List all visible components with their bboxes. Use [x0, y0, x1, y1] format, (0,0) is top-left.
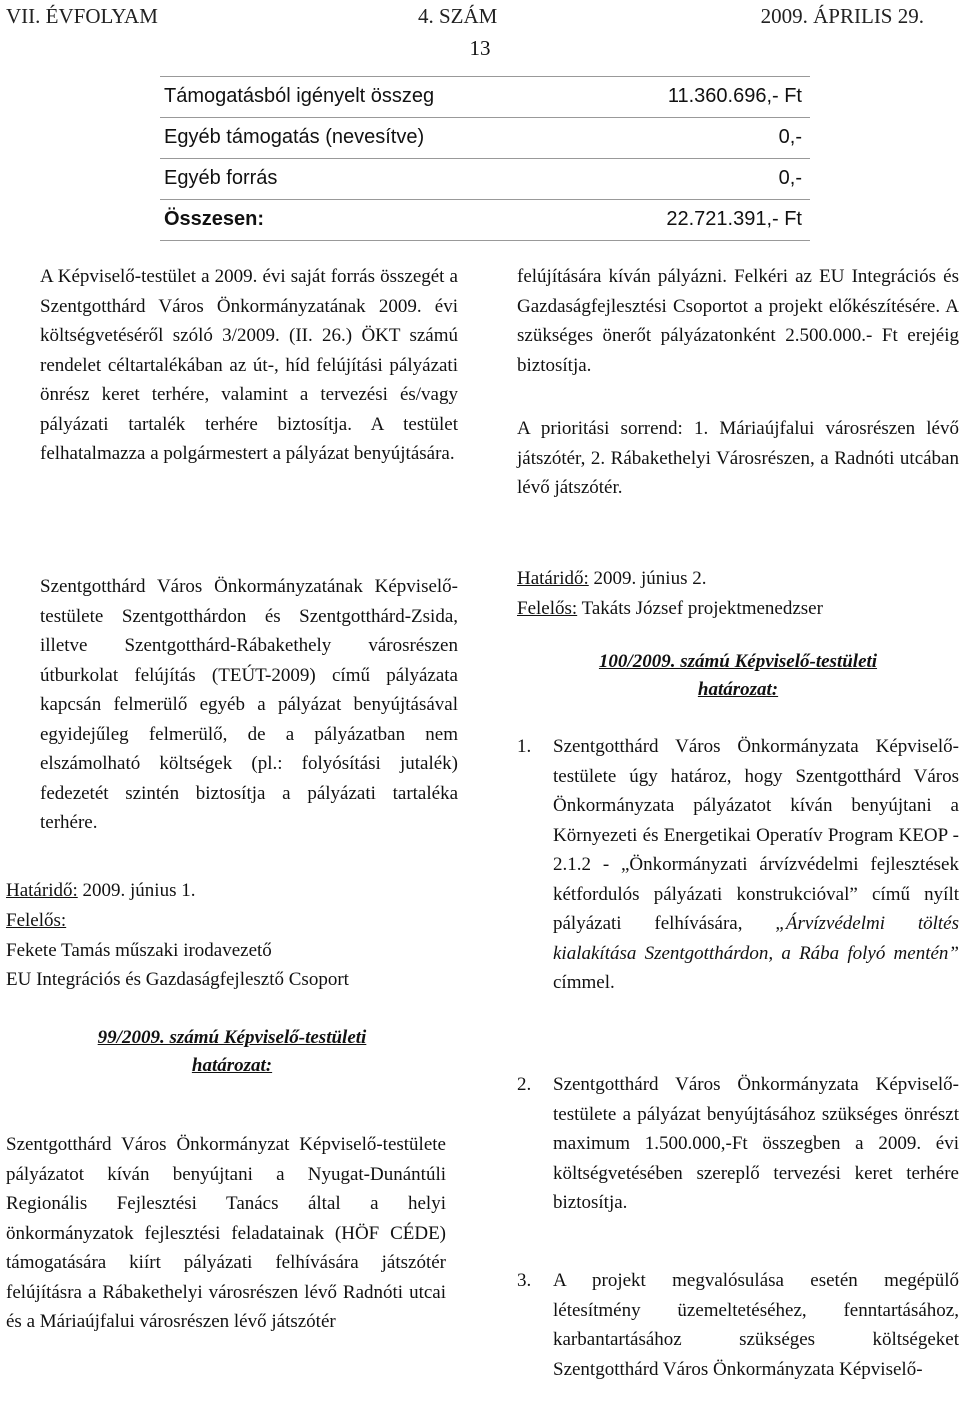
budget-total-value: 22.721.391,- Ft — [666, 208, 802, 230]
right-paragraph-1 — [517, 262, 959, 380]
paragraph-text: felújítására kíván pályázni. Felkéri az EU Integrációs és Gazdaságfejlesztési Csoportot a projekt előkészítésére. A szükséges önerőt pályázatonként 2.500.000.- Ft erejéig biztosítja. — [517, 266, 959, 376]
budget-total-label: Összesen: — [164, 208, 265, 230]
volume-label: VII. ÉVFOLYAM — [6, 4, 158, 28]
resolution-100-item-3 — [517, 1266, 959, 1384]
left-paragraph-3 — [6, 1130, 446, 1337]
paragraph-text: Szentgotthárd Város Önkormányzatának Képviselő-testülete Szentgotthárdon és Szentgotthárd-Zsida, illetve Szentgotthárd-Rábakethely városrészen útburkolat felújítás (TEÚT-2009) című pályázata kapcsán felmerülő egyéb a pályázat benyújtásával egyidejűleg felmerülő, de a pályázatban nem elszámolható költségek (pl.: folyósítási jutalék) fedezetét szintén biztosítja a pályázati tartaléka terhére. — [40, 576, 458, 833]
left-deadline — [6, 876, 458, 906]
list-item-number: 1. — [517, 736, 532, 757]
resolution-title-line: 99/2009. számú Képviselő-testületi — [97, 1027, 367, 1048]
resolution-100-title — [517, 648, 959, 704]
right-paragraph-2 — [517, 414, 959, 503]
responsible-line: Fekete Tamás műszaki irodavezető — [6, 939, 272, 961]
deadline-value: 2009. június 1. — [77, 880, 196, 901]
resolution-100-item-2 — [517, 1070, 959, 1218]
responsible-value: Takáts József projektmenedzser — [577, 597, 823, 619]
budget-row-label: Egyéb forrás — [164, 167, 278, 189]
left-paragraph-2 — [40, 572, 458, 838]
resolution-title-line: 100/2009. számú Képviselő-testületi — [598, 651, 878, 672]
budget-row-label: Támogatásból igényelt összeg — [164, 85, 435, 107]
list-item — [517, 1070, 959, 1218]
budget-row — [160, 158, 810, 199]
paragraph-text: A prioritási sorrend: 1. Máriaújfalui városrészen lévő játszótér, 2. Rábakethelyi Városrészen, a Radnóti utcában lévő játszótér. — [517, 418, 959, 498]
budget-row — [160, 76, 810, 117]
date-label: 2009. ÁPRILIS 29. — [760, 4, 924, 28]
page-header — [0, 4, 960, 28]
responsible-line: EU Integrációs és Gazdaságfejlesztő Csoport — [6, 969, 349, 990]
paragraph-text: Szentgotthárd Város Önkormányzat Képviselő-testülete pályázatot kíván benyújtani a Nyugat-Dunántúli Regionális Fejlesztési Tanács által a helyi önkormányzatok fejlesztési feladatainak (HÖF CÉDE) támogatására kiírt pályázati felhívására játszótér felújításra a Rábakethelyi városrészen lévő Radnóti utcai és a Máriaújfalui városrészen lévő játszótér — [6, 1134, 446, 1332]
budget-row — [160, 117, 810, 158]
budget-row-value: 0,- — [778, 167, 802, 189]
resolution-title-line: határozat: — [191, 1055, 273, 1076]
list-item — [517, 1266, 959, 1384]
budget-row-value: 0,- — [778, 126, 802, 148]
list-item-text: Szentgotthárd Város Önkormányzata Képviselő-testülete a pályázat benyújtásához szükséges önrészt maximum 1.500.000,-Ft összegben a 2009. évi költségvetésében szereplő tervezési keret terhére biztosítja. — [553, 1074, 959, 1213]
left-paragraph-1 — [40, 262, 458, 469]
list-item-text: címmel. — [553, 972, 615, 993]
budget-table — [160, 76, 810, 241]
deadline-value: 2009. június 2. — [588, 568, 707, 589]
budget-row-label: Egyéb támogatás (nevesítve) — [164, 126, 425, 148]
responsible-label: Felelős: — [517, 597, 578, 619]
list-item — [517, 732, 959, 998]
list-item-italic-text: „Árvízvédelmi töltés kialakítása Szentgotthárdon, a Rába folyó mentén” — [553, 913, 959, 964]
right-deadline — [517, 564, 959, 623]
resolution-100-items — [517, 732, 959, 998]
paragraph-text: A Képviselő-testület a 2009. évi saját forrás összegét a Szentgotthárd Város Önkormányzatának 2009. évi költségvetéséről szóló 3/2009. (II. 26.) ÖKT számú rendelet céltartalékában az út-, híd felújítási pályázati önrész keret terhére, valamint a tervezési és/vagy pályázati tartalék terhére biztosítja. A testület felhatalmazza a polgármestert a pályázat benyújtására. — [40, 266, 458, 464]
deadline-label: Határidő: — [517, 568, 589, 589]
list-item-text: A projekt megvalósulása esetén megépülő létesítmény üzemeltetéséhez, fenntartásához, karbantartásához szükséges költségeket Szentgotthárd Város Önkormányzata Képviselő- — [553, 1270, 959, 1380]
left-responsible — [6, 906, 458, 995]
list-item-number: 3. — [517, 1270, 532, 1291]
issue-label: 4. SZÁM — [418, 4, 498, 28]
resolution-title-line: határozat: — [697, 679, 779, 700]
deadline-label: Határidő: — [6, 880, 78, 901]
resolution-99-title — [6, 1024, 458, 1080]
budget-row-value: 11.360.696,- Ft — [667, 85, 802, 107]
list-item-number: 2. — [517, 1074, 532, 1095]
budget-total-row — [160, 199, 810, 241]
page-number: 13 — [469, 36, 491, 60]
responsible-label: Felelős: — [6, 910, 67, 931]
list-item-text: Szentgotthárd Város Önkormányzata Képviselő-testülete úgy határoz, hogy Szentgotthárd Város Önkormányzata pályázatot kíván benyújtani a Környezeti és Energetikai Operatív Program KEOP - 2.1.2 - „Önkormányzati árvízvédelmi fejlesztések kétfordulós pályázati konstrukcióval” című nyílt pályázati felhívására, — [553, 736, 959, 934]
